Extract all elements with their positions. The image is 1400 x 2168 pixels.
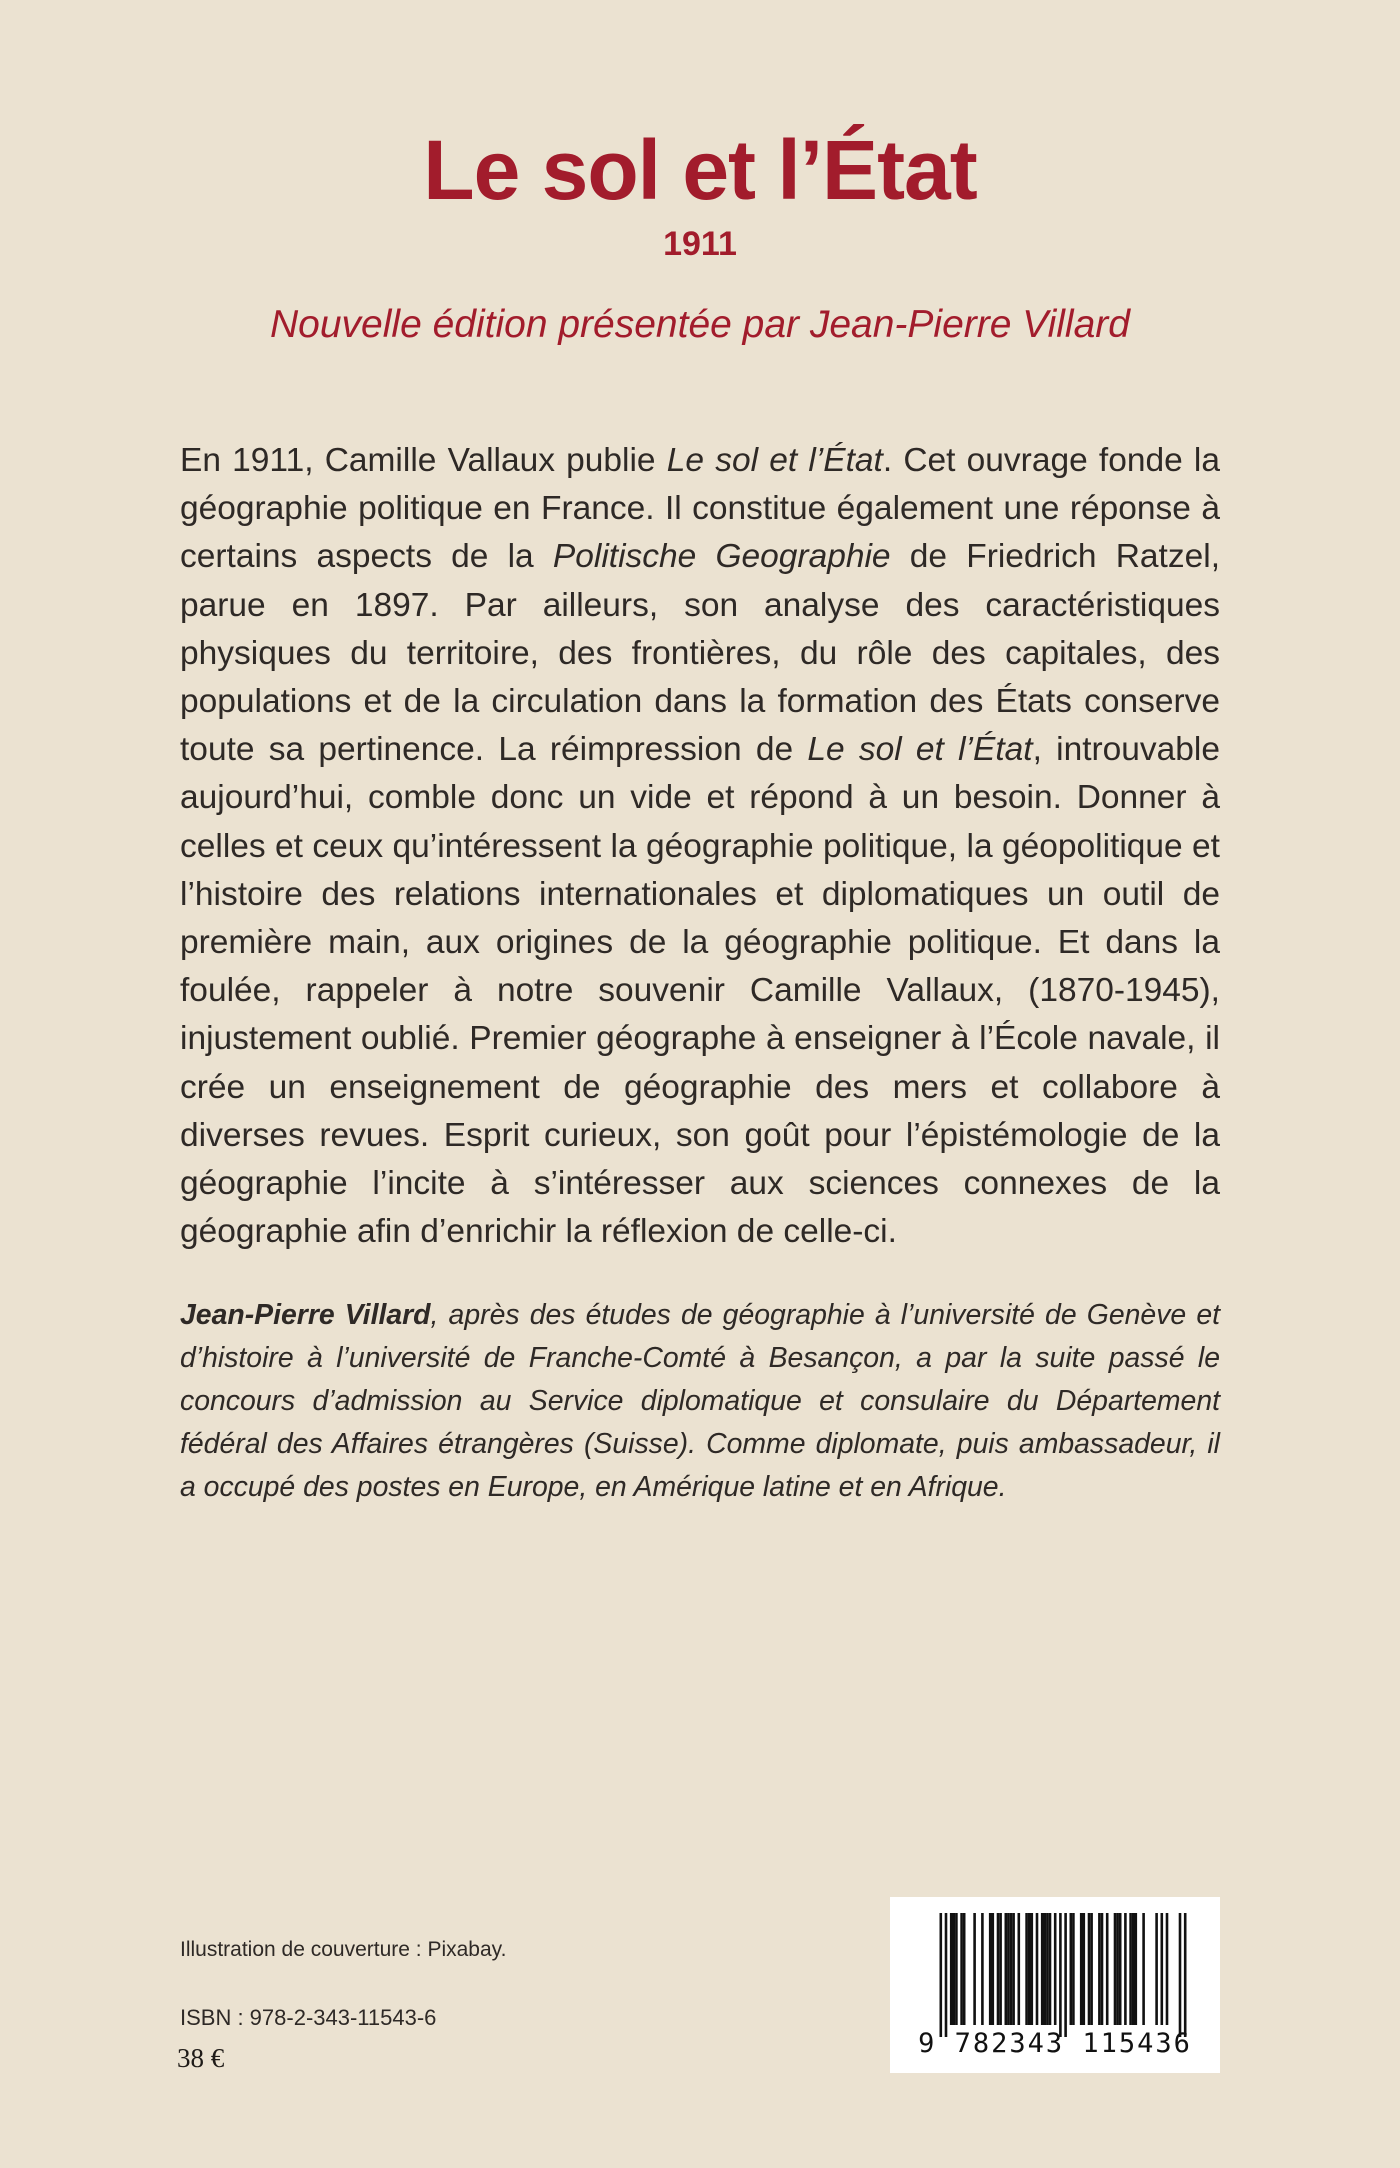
barcode-bar: [1142, 1913, 1145, 2025]
book-description: [180, 437, 1220, 1256]
barcode-bar: [945, 1913, 948, 2037]
barcode-bar: [955, 1913, 958, 2025]
barcode-bar: [1088, 1913, 1091, 2025]
barcode-bar: [1106, 1913, 1109, 2025]
barcode-bar: [1135, 1913, 1138, 2025]
barcode-bar: [1155, 1913, 1158, 2025]
barcode-bar: [992, 1913, 995, 2025]
barcode-bar: [1064, 1913, 1067, 2037]
barcode-bar: [989, 1913, 992, 2025]
barcode-bar: [1028, 1913, 1031, 2025]
barcode-bar: [1119, 1913, 1122, 2025]
barcode-bar: [1041, 1913, 1044, 2025]
barcode-bar: [1018, 1913, 1021, 2025]
description-text: . Cet ouvrage fonde la géographie politique en France. Il constitue également une réponse à certains aspects de la: [180, 442, 1221, 576]
barcode-bar: [1012, 1913, 1015, 2025]
price: 38 €: [177, 2043, 225, 2073]
description-italic-work: Politische Geographie: [552, 538, 891, 576]
isbn: ISBN : 978-2-343-11543-6: [180, 2005, 437, 2030]
book-title: Le sol et l’État: [423, 123, 977, 217]
description-italic-title: Le sol et l’État: [807, 731, 1033, 769]
description-text: de Friedrich Ratzel, parue en 1897. Par ailleurs, son analyse des caractéristiques physiques du territoire, des frontières, du rôle des capitales, des populations et de la circulation dans la formation des États conserve toute sa pertinence. La réimpression de: [180, 538, 1220, 769]
barcode-bar: [999, 1913, 1002, 2025]
author-bio-text: , après des études de géographie à l’université de Genève et d’histoire à l’université de Franche-Comté à Besançon, a par la suite passé le concours d’admission au Service diplomatique et consulaire du Département fédéral des Affaires étrangères (Suisse). Comme diplomate, puis ambassadeur, il a occupé des postes en Europe, en Amérique latine et en Afrique.: [180, 1299, 1221, 1503]
barcode-bar: [1049, 1913, 1052, 2025]
edition-line: Nouvelle édition présentée par Jean-Pierre Villard: [270, 303, 1130, 346]
barcode-bar: [1116, 1913, 1119, 2025]
barcode-bar: [1179, 1913, 1182, 2037]
barcode-bar: [1036, 1913, 1039, 2025]
author-name: Jean-Pierre Villard: [180, 1299, 431, 1331]
barcode-bar: [1101, 1913, 1104, 2025]
barcode-bar: [963, 1913, 966, 2025]
barcode-bar: [1005, 1913, 1008, 2025]
barcode-bar: [1054, 1913, 1057, 2025]
barcode-bar: [1010, 1913, 1013, 2025]
barcode-bar: [1098, 1913, 1101, 2025]
barcode-bar: [1124, 1913, 1127, 2025]
barcode-bar: [1083, 1913, 1086, 2025]
barcode-bar: [981, 1913, 984, 2025]
barcode-bar: [1007, 1913, 1010, 2025]
barcode-bar: [1129, 1913, 1132, 2025]
barcode-bar: [953, 1913, 956, 2025]
description-italic-title: Le sol et l’État: [666, 442, 883, 479]
description-text: En 1911, Camille Vallaux publie: [180, 442, 667, 479]
barcode-bar: [1080, 1913, 1083, 2025]
cover-illustration-credit: Illustration de couverture : Pixabay.: [180, 1938, 507, 1961]
barcode-bar: [1044, 1913, 1047, 2025]
barcode-bar: [1072, 1913, 1075, 2025]
barcode-bar: [1132, 1913, 1135, 2025]
publication-year: 1911: [663, 225, 737, 263]
barcode-bar: [1114, 1913, 1117, 2025]
description-text: , introuvable aujourd’hui, comble donc un vide et répond à un besoin. Donner à celles et ceux qu’intéressent la géographie politique, la géopolitique et l’histoire des relations internationales et diplomatiques un outil de première main, aux origines de la géographie politique. Et dans la foulée, rappeler à notre souvenir Camille Vallaux, (1870-1945), injustement oublié. Premier géographe à enseigner à l’École navale, il crée un enseignement de géographie des mers et collabore à diverses revues. Esprit curieux, son goût pour l’épistémologie de la géographie l’incite à s’intéresser aux sciences connexes de la géographie afin d’enrichir la réflexion de celle-ci.: [180, 731, 1221, 1251]
barcode-bar: [1031, 1913, 1034, 2025]
barcode-bar: [1070, 1913, 1073, 2025]
barcode-bar: [1059, 1913, 1062, 2037]
barcode-bar: [960, 1913, 963, 2025]
barcode-bar: [1025, 1913, 1028, 2025]
barcode: [890, 1897, 1220, 2073]
barcode-bar: [1166, 1913, 1169, 2025]
barcode-bar: [1184, 1913, 1187, 2037]
barcode-bar: [1046, 1913, 1049, 2025]
barcode-bar: [940, 1913, 943, 2037]
author-biography: [180, 1294, 1220, 1509]
barcode-bar: [997, 1913, 1000, 2025]
barcode-digits: 9 782343 115436: [918, 2028, 1192, 2059]
barcode-bar: [1161, 1913, 1164, 2025]
barcode-bar: [1090, 1913, 1093, 2025]
barcode-bar: [950, 1913, 953, 2025]
barcode-bar: [973, 1913, 976, 2025]
